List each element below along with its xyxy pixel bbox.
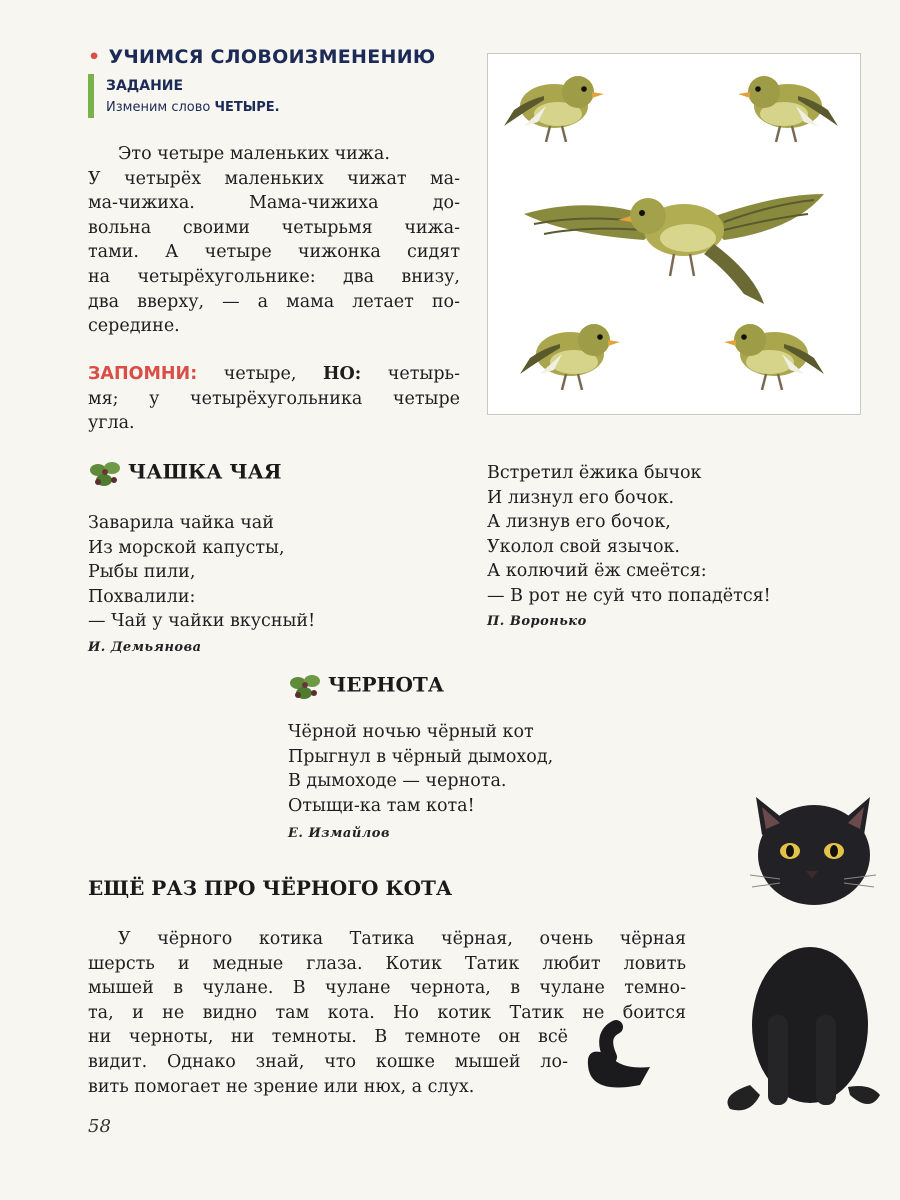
task-accent-bar: [88, 74, 94, 118]
poem-line: Чёрной ночью чёрный кот: [288, 722, 534, 742]
poem-line: — В рот не суй что попадётся!: [487, 585, 771, 606]
poem-blackness: [288, 720, 553, 818]
story-line: та, и не видно там кота. Но котик Татик не боится: [88, 1002, 686, 1023]
birds-illustration: [487, 53, 861, 415]
poem-line: А колючий ёж смеётся:: [487, 561, 707, 582]
poem-author: И. Демьянова: [88, 640, 202, 655]
poem-line: Прыгнул в чёрный дымоход,: [288, 746, 554, 767]
intro-line: на четырёхугольнике: два внизу,: [88, 266, 460, 287]
poem-line: И лизнул его бочок.: [487, 487, 675, 508]
poem-line: Рыбы пили,: [88, 562, 196, 583]
poem-line: — Чай у чайки вкусный!: [88, 611, 316, 632]
story-line: вить помогает не зрение или нюх, а слух.: [88, 1076, 475, 1097]
black-cat-illustration: [580, 795, 880, 1125]
intro-paragraph: [88, 142, 460, 339]
bird-bottom-left: [520, 324, 620, 390]
poem-author: П. Воронько: [487, 614, 587, 629]
poem-title-blackness: ЧЕРНОТА: [288, 671, 444, 701]
story-line: мышей в чулане. В чулане чернота, в чулане темно-: [88, 978, 686, 999]
poem-tea: [88, 511, 315, 634]
intro-line: У четырёх маленьких чижат ма-: [88, 168, 460, 189]
poem-title-tea: ЧАШКА ЧАЯ: [88, 458, 282, 488]
intro-line: середине.: [88, 316, 180, 337]
poem-line: Заварила чайка чай: [88, 513, 274, 533]
intro-line: ма-чижиха. Мама-чижиха до-: [88, 193, 460, 214]
bird-flying-center: [524, 194, 824, 304]
story-line: У чёрного котика Татика чёрная, очень чёрная: [118, 929, 686, 949]
remember-note: ЗАПОМНИ: четыре, НО: четырь- мя; у четырёхугольника четыре угла.: [88, 364, 460, 434]
task-word: ЧЕТЫРЕ.: [214, 100, 280, 115]
poem-author: Е. Измайлов: [288, 826, 390, 841]
poem-hedgehog: [487, 461, 771, 609]
poem-line: Из морской капусты,: [88, 537, 285, 558]
poem-line: Встретил ёжика бычок: [487, 463, 702, 483]
bird-bottom-right: [724, 324, 824, 390]
intro-line: тами. А четыре чижонка сидят: [88, 242, 460, 263]
bird-top-left: [504, 76, 604, 142]
poem-line: Уколол свой язычок.: [487, 536, 680, 557]
page-number: 58: [88, 1116, 111, 1137]
bullet-dot: •: [88, 46, 101, 68]
story-line: видит. Однако знай, что кошке мышей ло-: [88, 1051, 568, 1072]
section-title: • УЧИМСЯ СЛОВОИЗМЕНЕНИЮ: [88, 46, 436, 68]
poem-line: Похвалили:: [88, 586, 196, 607]
poem-line: В дымоходе — чернота.: [288, 771, 507, 792]
leaves-berries-icon: [288, 671, 322, 701]
intro-line: Это четыре маленьких чижа.: [118, 144, 390, 164]
poem-line: Отыщи-ка там кота!: [288, 795, 475, 816]
poem-line: А лизнув его бочок,: [487, 512, 671, 533]
remember-label: ЗАПОМНИ:: [88, 364, 198, 384]
story-title: ЕЩЁ РАЗ ПРО ЧЁРНОГО КОТА: [88, 876, 453, 900]
intro-line: два вверху, — а мама летает по-: [88, 291, 460, 312]
bird-top-right: [738, 76, 838, 142]
story-line: ни черноты, ни темноты. В темноте он всё: [88, 1027, 568, 1048]
intro-line: вольна своими четырьмя чижа-: [88, 217, 460, 238]
story-line: шерсть и медные глаза. Котик Татик любит ловить: [88, 953, 686, 974]
task-instruction: Изменим слово ЧЕТЫРЕ.: [106, 100, 280, 115]
leaves-berries-icon: [88, 458, 122, 488]
task-label: ЗАДАНИЕ: [106, 78, 184, 94]
